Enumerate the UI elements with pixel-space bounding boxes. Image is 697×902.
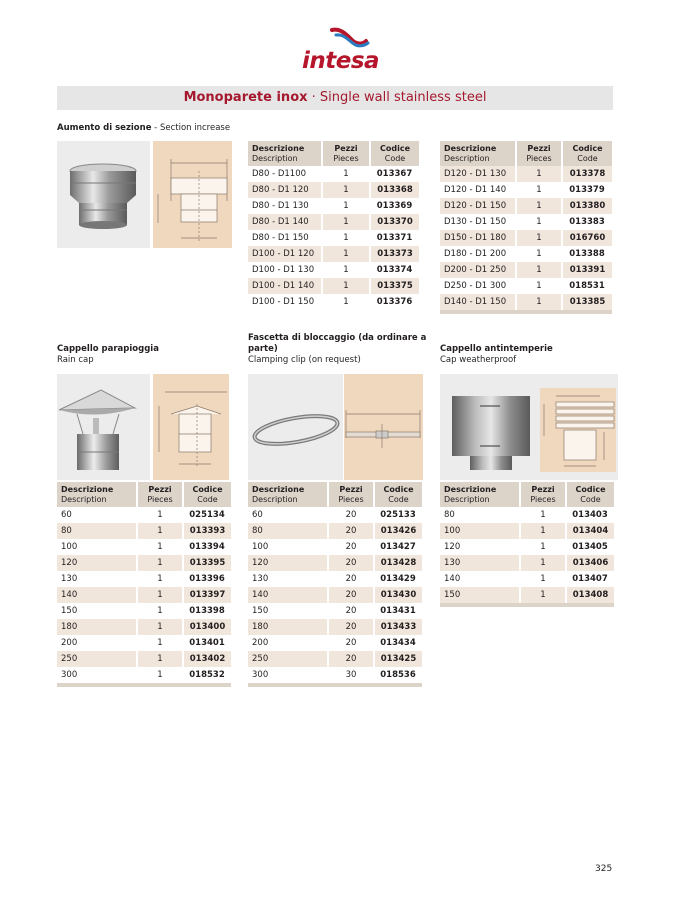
- cell-pieces: 20: [345, 510, 357, 520]
- table-row: [440, 246, 612, 262]
- cell-desc: 130: [61, 574, 78, 584]
- cell-code: 013380: [562, 198, 612, 214]
- cell-code: 013402: [183, 651, 231, 667]
- cell-pieces: 1: [516, 198, 562, 214]
- title-english: Single wall stainless steel: [319, 90, 487, 105]
- swoosh-icon: [318, 26, 378, 50]
- table-row: [57, 651, 231, 667]
- cell-code: 013403: [572, 510, 608, 520]
- table-row: [248, 635, 422, 651]
- header-label: Description: [444, 494, 490, 504]
- cell-desc: D130 - D1 150: [444, 217, 507, 227]
- table-row: [440, 230, 612, 246]
- page-title: [57, 86, 613, 110]
- header-label: Codice: [572, 144, 603, 153]
- col-description: [440, 141, 516, 166]
- table-row: [248, 571, 422, 587]
- header-label: Codice: [383, 485, 414, 494]
- cell-code: 013379: [569, 185, 605, 195]
- cell-desc: 300: [61, 670, 78, 680]
- rain-cap-title-en: Rain cap: [57, 355, 94, 365]
- cell-desc: 120: [57, 555, 137, 571]
- cell-code: 013368: [370, 182, 419, 198]
- cell-desc: 120: [248, 555, 328, 571]
- cell-pieces: 1: [343, 265, 349, 275]
- page-number: 325: [595, 864, 613, 874]
- cell-pieces: 1: [520, 555, 566, 571]
- header-label: Descrizione: [252, 485, 305, 494]
- header-label: Code: [388, 494, 409, 504]
- col-pieces: [322, 141, 370, 166]
- cell-desc: D150 - D1 180: [440, 230, 516, 246]
- header-label: Pezzi: [527, 144, 551, 153]
- cell-desc: D80 - D1 130: [252, 201, 309, 211]
- table-row: [248, 619, 422, 635]
- cell-desc: 100: [252, 542, 269, 552]
- section-increase-title: [57, 123, 230, 134]
- cell-pieces: 1: [322, 278, 370, 294]
- cell-desc: 80: [248, 523, 328, 539]
- table-row: [248, 523, 422, 539]
- cell-desc: 150: [440, 587, 520, 603]
- table-row: [248, 230, 419, 246]
- header-label: Pezzi: [334, 144, 358, 153]
- cell-pieces: 1: [540, 542, 546, 552]
- header-label: Code: [197, 494, 218, 504]
- table-row: [248, 667, 422, 683]
- cell-pieces: 1: [137, 651, 183, 667]
- cell-pieces: 1: [322, 214, 370, 230]
- cell-code: 013427: [380, 542, 416, 552]
- cell-desc: 200: [61, 638, 78, 648]
- cell-pieces: 1: [343, 297, 349, 307]
- table-row: [57, 587, 231, 603]
- cell-pieces: 1: [540, 574, 546, 584]
- cell-desc: 180: [57, 619, 137, 635]
- cell-pieces: 1: [322, 182, 370, 198]
- cell-pieces: 1: [157, 574, 163, 584]
- cell-desc: D80 - D1100: [252, 169, 307, 179]
- section-increase-table-right: [440, 141, 613, 314]
- col-pieces: [520, 482, 566, 507]
- cell-code: 013430: [374, 587, 422, 603]
- cell-desc: D100 - D1 130: [252, 265, 315, 275]
- header-label: Code: [580, 494, 601, 504]
- cell-pieces: 20: [328, 523, 374, 539]
- table-row: [248, 214, 419, 230]
- col-code: [183, 482, 231, 507]
- header-label: Pieces: [338, 494, 364, 504]
- cell-pieces: 20: [345, 574, 357, 584]
- header-label: Pieces: [530, 494, 556, 504]
- title-italian: Monoparete inox: [183, 90, 308, 105]
- col-code: [566, 482, 614, 507]
- cell-desc: D100 - D1 140: [248, 278, 322, 294]
- cell-desc: 140: [248, 587, 328, 603]
- cell-code: 013378: [562, 166, 612, 182]
- cell-code: 013407: [572, 574, 608, 584]
- table-row: [440, 507, 614, 523]
- cell-desc: D180 - D1 200: [444, 249, 507, 259]
- cell-code: 018531: [569, 281, 605, 291]
- cell-pieces: 1: [157, 542, 163, 552]
- header-label: Codice: [192, 485, 223, 494]
- cell-code: 013376: [376, 297, 413, 307]
- cell-pieces: 20: [328, 555, 374, 571]
- cell-code: 013367: [376, 169, 413, 179]
- cell-pieces: 1: [322, 246, 370, 262]
- cell-desc: 140: [57, 587, 137, 603]
- col-description: [248, 482, 328, 507]
- cell-pieces: 1: [516, 294, 562, 310]
- table-row: [57, 571, 231, 587]
- header-label: Codice: [575, 485, 606, 494]
- cell-code: 018536: [380, 670, 416, 680]
- header-label: Description: [252, 153, 298, 163]
- cap-weatherproof-photo: [440, 374, 618, 480]
- cell-desc: D80 - D1 140: [248, 214, 322, 230]
- table-row: [57, 667, 231, 683]
- cell-code: 013400: [183, 619, 231, 635]
- cap-weatherproof-title-it: Cappello antintemperie: [440, 344, 553, 354]
- cap-weatherproof-table: [440, 482, 615, 607]
- cell-code: 013429: [380, 574, 416, 584]
- cell-code: 013388: [569, 249, 605, 259]
- col-description: [440, 482, 520, 507]
- rain-cap-table: [57, 482, 232, 687]
- section-increase-photo: [57, 141, 150, 248]
- cell-code: 013383: [569, 217, 605, 227]
- cell-code: 013425: [374, 651, 422, 667]
- col-code: [562, 141, 612, 166]
- table-row: [248, 651, 422, 667]
- cell-code: 013371: [376, 233, 413, 243]
- table-row: [440, 555, 614, 571]
- header-label: Description: [444, 153, 490, 163]
- header-label: Pieces: [147, 494, 173, 504]
- cell-code: 013401: [189, 638, 225, 648]
- header-label: Descrizione: [444, 144, 497, 153]
- cell-code: 013370: [370, 214, 419, 230]
- cell-desc: 130: [252, 574, 269, 584]
- cell-code: 013434: [380, 638, 416, 648]
- cell-code: 025133: [380, 510, 416, 520]
- cell-pieces: 20: [345, 542, 357, 552]
- cell-desc: D100 - D1 150: [252, 297, 315, 307]
- cell-desc: 60: [252, 510, 263, 520]
- table-row: [440, 571, 614, 587]
- cell-desc: 100: [440, 523, 520, 539]
- cell-code: 013404: [566, 523, 614, 539]
- cell-code: 013374: [376, 265, 413, 275]
- cell-pieces: 1: [157, 510, 163, 520]
- cell-pieces: 1: [536, 185, 542, 195]
- rain-cap-drawing: [153, 374, 229, 480]
- clamping-clip-table: [248, 482, 423, 687]
- header-label: Description: [252, 494, 298, 504]
- cell-pieces: 1: [343, 169, 349, 179]
- cell-pieces: 1: [536, 217, 542, 227]
- col-code: [374, 482, 422, 507]
- cell-pieces: 1: [157, 670, 163, 680]
- table-row: [440, 214, 612, 230]
- col-description: [248, 141, 322, 166]
- cell-code: 013397: [183, 587, 231, 603]
- table-row: [57, 635, 231, 651]
- cell-code: 013369: [376, 201, 413, 211]
- section-increase-separator: -: [151, 123, 160, 133]
- cell-code: 013426: [374, 523, 422, 539]
- table-row: [248, 539, 422, 555]
- table-row: [57, 603, 231, 619]
- cell-desc: D200 - D1 250: [440, 262, 516, 278]
- cell-pieces: 1: [157, 638, 163, 648]
- cell-desc: 180: [248, 619, 328, 635]
- table-row: [248, 182, 419, 198]
- header-label: Pezzi: [148, 485, 172, 494]
- col-pieces: [516, 141, 562, 166]
- table-row: [248, 278, 419, 294]
- table-row: [440, 166, 612, 182]
- cell-desc: D120 - D1 140: [444, 185, 507, 195]
- cell-code: 018532: [189, 670, 225, 680]
- header-label: Pezzi: [531, 485, 555, 494]
- cell-desc: 80: [444, 510, 455, 520]
- table-row: [248, 555, 422, 571]
- table-row: [248, 587, 422, 603]
- header-label: Code: [577, 153, 598, 163]
- table-row: [248, 246, 419, 262]
- cell-code: 016760: [562, 230, 612, 246]
- cell-desc: 130: [440, 555, 520, 571]
- header-label: Descrizione: [252, 144, 305, 153]
- table-row: [57, 619, 231, 635]
- header-label: Description: [61, 494, 107, 504]
- cell-pieces: 1: [137, 523, 183, 539]
- header-label: Pieces: [333, 153, 359, 163]
- table-row: [440, 523, 614, 539]
- header-label: Descrizione: [444, 485, 497, 494]
- cell-code: 013396: [189, 574, 225, 584]
- clamping-clip-title-en: Clamping clip (on request): [248, 355, 361, 365]
- section-increase-drawing: [153, 141, 232, 248]
- table-row: [440, 198, 612, 214]
- table-row: [440, 182, 612, 198]
- cell-code: 013428: [374, 555, 422, 571]
- clamping-clip-title: [248, 333, 428, 366]
- table-row: [440, 539, 614, 555]
- cell-pieces: 20: [328, 587, 374, 603]
- cell-pieces: 1: [540, 510, 546, 520]
- cell-desc: 140: [444, 574, 461, 584]
- cell-code: 013433: [374, 619, 422, 635]
- section-increase-table-left: [248, 141, 420, 310]
- cell-desc: D80 - D1 150: [252, 233, 309, 243]
- section-increase-title-en: Section increase: [159, 123, 231, 133]
- cell-code: 013406: [566, 555, 614, 571]
- cell-pieces: 1: [343, 233, 349, 243]
- cell-desc: 80: [57, 523, 137, 539]
- table-row: [440, 294, 612, 310]
- cell-desc: 150: [61, 606, 78, 616]
- cell-pieces: 1: [516, 166, 562, 182]
- rain-cap-title: [57, 344, 227, 366]
- table-row: [57, 507, 231, 523]
- cell-pieces: 1: [137, 555, 183, 571]
- table-row: [57, 555, 231, 571]
- cell-code: 025134: [189, 510, 225, 520]
- cell-code: 013431: [380, 606, 416, 616]
- cell-pieces: 1: [520, 587, 566, 603]
- col-code: [370, 141, 419, 166]
- cell-pieces: 1: [137, 587, 183, 603]
- col-pieces: [328, 482, 374, 507]
- cell-pieces: 1: [516, 262, 562, 278]
- cell-pieces: 1: [343, 201, 349, 211]
- title-separator: ·: [307, 90, 320, 105]
- table-row: [440, 262, 612, 278]
- cell-desc: 120: [444, 542, 461, 552]
- cell-desc: 250: [57, 651, 137, 667]
- cell-desc: D80 - D1 120: [248, 182, 322, 198]
- cell-desc: 250: [248, 651, 328, 667]
- cell-code: 013393: [183, 523, 231, 539]
- cell-pieces: 20: [345, 606, 357, 616]
- table-row: [248, 262, 419, 278]
- cell-code: 013398: [189, 606, 225, 616]
- cell-desc: D120 - D1 130: [440, 166, 516, 182]
- rain-cap-title-it: Cappello parapioggia: [57, 344, 159, 354]
- cell-code: 013394: [189, 542, 225, 552]
- cell-pieces: 1: [516, 230, 562, 246]
- cell-code: 013405: [572, 542, 608, 552]
- col-description: [57, 482, 137, 507]
- clamping-clip-title-it: Fascetta di bloccaggio (da ordinare a parte): [248, 333, 427, 354]
- table-row: [248, 294, 419, 310]
- cell-desc: D250 - D1 300: [444, 281, 507, 291]
- cell-code: 013375: [370, 278, 419, 294]
- brand-name: intesa: [302, 48, 380, 74]
- cell-desc: 300: [252, 670, 269, 680]
- cell-pieces: 20: [345, 638, 357, 648]
- clamping-clip-drawing: [344, 374, 423, 480]
- table-row: [57, 539, 231, 555]
- cell-desc: D120 - D1 150: [440, 198, 516, 214]
- cell-pieces: 1: [520, 523, 566, 539]
- header-label: Pieces: [526, 153, 552, 163]
- cell-desc: D140 - D1 150: [440, 294, 516, 310]
- table-row: [57, 523, 231, 539]
- table-row: [248, 198, 419, 214]
- table-row: [440, 278, 612, 294]
- cell-desc: 200: [252, 638, 269, 648]
- header-label: Pezzi: [339, 485, 363, 494]
- table-row: [440, 587, 614, 603]
- cell-desc: D100 - D1 120: [248, 246, 322, 262]
- cell-desc: 150: [252, 606, 269, 616]
- header-label: Code: [384, 153, 406, 163]
- cell-pieces: 30: [345, 670, 357, 680]
- cell-pieces: 1: [157, 606, 163, 616]
- cap-weatherproof-title: [440, 344, 610, 366]
- table-row: [248, 603, 422, 619]
- cell-code: 013373: [370, 246, 419, 262]
- clamping-clip-photo: [248, 374, 343, 480]
- brand-logo: [296, 26, 406, 78]
- cell-code: 013395: [183, 555, 231, 571]
- cell-desc: 100: [61, 542, 78, 552]
- header-label: Codice: [379, 144, 410, 153]
- rain-cap-photo: [57, 374, 150, 480]
- cell-pieces: 1: [536, 281, 542, 291]
- cell-code: 013408: [566, 587, 614, 603]
- table-row: [248, 166, 419, 182]
- cell-code: 013385: [562, 294, 612, 310]
- cell-code: 013391: [562, 262, 612, 278]
- cell-pieces: 20: [328, 619, 374, 635]
- cell-desc: 60: [61, 510, 72, 520]
- cell-pieces: 20: [328, 651, 374, 667]
- col-pieces: [137, 482, 183, 507]
- cell-pieces: 1: [137, 619, 183, 635]
- section-increase-title-it: Aumento di sezione: [57, 123, 152, 133]
- header-label: Descrizione: [61, 485, 114, 494]
- cap-weatherproof-title-en: Cap weatherproof: [440, 355, 517, 365]
- cell-pieces: 1: [536, 249, 542, 259]
- table-row: [248, 507, 422, 523]
